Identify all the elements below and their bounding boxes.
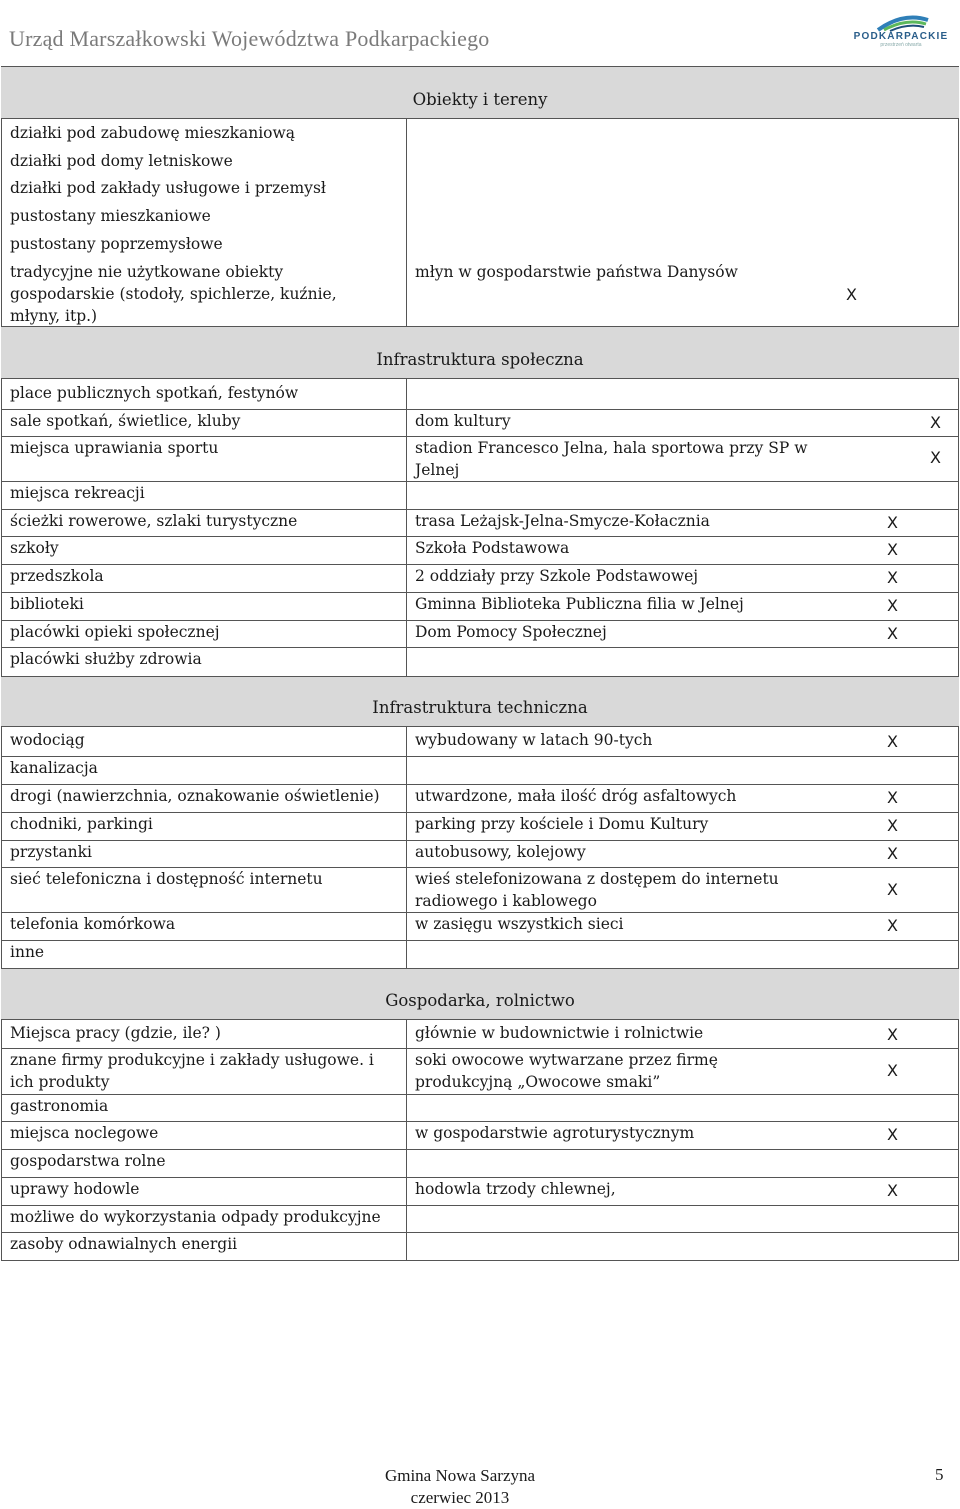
social-label: ścieżki rowerowe, szlaki turystyczne [10,512,298,530]
obiekty-item: pustostany poprzemysłowe [10,235,223,253]
footer-municipality: Gmina Nowa Sarzyna [384,1466,536,1485]
page-header-title: Urząd Marszałkowski Województwa Podkarpackiego [9,26,490,51]
obiekty-item: działki pod zakłady usługowe i przemysł [10,179,326,197]
column-divider [406,1019,407,1260]
mark-x: X [887,596,898,615]
economy-label: Miejsca pracy (gdzie, ile? ) [10,1024,221,1042]
mark-x: X [887,788,898,807]
page-number: 5 [935,1465,944,1484]
mark-x: X [887,1125,898,1144]
tech-label: telefonia komórkowa [10,915,176,933]
obiekty-item: tradycyjne nie użytkowane obiekty gospodarskie (stodoły, spichlerze, kuźnie, młyny, itp.) [10,263,337,325]
tech-label: wodociąg [10,731,85,749]
social-label: przedszkola [10,567,104,585]
tech-label: przystanki [10,843,93,861]
tech-value: autobusowy, kolejowy [415,843,586,861]
social-label: miejsca uprawiania sportu [10,439,219,457]
footer-date: czerwiec 2013 [410,1488,510,1507]
social-value: stadion Francesco Jelna, hala sportowa przy SP w Jelnej [415,439,808,479]
tech-value: w zasięgu wszystkich sieci [415,915,624,933]
social-value: 2 oddziały przy Szkole Podstawowej [415,567,699,585]
mark-x: X [930,413,941,432]
mark-x: X [887,1061,898,1080]
podkarpackie-logo [848,10,954,52]
tech-value: utwardzone, mała ilość dróg asfaltowych [415,787,737,805]
tech-label: sieć telefoniczna i dostępność internetu [10,870,323,888]
obiekty-item: pustostany mieszkaniowe [10,207,211,225]
mark-x: X [887,540,898,559]
column-divider [406,118,407,326]
economy-label: zasoby odnawialnych energii [10,1235,238,1253]
mark-x: X [887,1025,898,1044]
tech-label: kanalizacja [10,759,98,777]
economy-label: możliwe do wykorzystania odpady produkcyjne [10,1208,381,1226]
economy-label: uprawy hodowle [10,1180,140,1198]
social-label: place publicznych spotkań, festynów [10,384,299,402]
social-label: placówki opieki społecznej [10,623,220,641]
tech-label: drogi (nawierzchnia, oznakowanie oświetlenie) [10,787,380,805]
economy-value: głównie w budownictwie i rolnictwie [415,1024,704,1042]
economy-label: gospodarstwa rolne [10,1152,166,1170]
logo-swoosh-icon [848,10,954,32]
social-label: miejsca rekreacji [10,484,145,502]
tech-value: wybudowany w latach 90-tych [415,731,653,749]
section-title: Gospodarka, rolnictwo [385,991,575,1010]
economy-value: w gospodarstwie agroturystycznym [415,1124,695,1142]
section-title: Infrastruktura społeczna [376,350,584,369]
social-label: placówki służby zdrowia [10,650,202,668]
section-title: Obiekty i tereny [412,90,548,109]
mark-x: X [887,844,898,863]
obiekty-value: młyn w gospodarstwie państwa Danysów [415,263,738,281]
column-divider [406,726,407,968]
economy-value: hodowla trzody chlewnej, [415,1180,616,1198]
social-label: biblioteki [10,595,84,613]
social-value: dom kultury [415,412,511,430]
mark-x: X [930,448,941,467]
mark-x: X [887,1181,898,1200]
mark-x: X [887,816,898,835]
mark-x: X [887,732,898,751]
column-divider [406,378,407,676]
footer [340,1465,580,1509]
section-header [1,968,959,1020]
mark-x: X [887,568,898,587]
logo-text: PODKARPACKIE [853,31,949,42]
tech-value: parking przy kościele i Domu Kultury [415,815,709,833]
social-value: trasa Leżajsk-Jelna-Smycze-Kołacznia [415,512,710,530]
social-value: Gminna Biblioteka Publiczna filia w Jelnej [415,595,744,613]
mark-x: X [887,880,898,899]
tech-value: wieś stelefonizowana z dostępem do internetu radiowego i kablowego [415,870,779,910]
obiekty-item: działki pod domy letniskowe [10,152,233,170]
mark-x: X [887,624,898,643]
obiekty-item: działki pod zabudowę mieszkaniową [10,124,295,142]
mark-x: X [887,916,898,935]
social-value: Szkoła Podstawowa [415,539,570,557]
section-header [1,66,959,119]
social-label: szkoły [10,539,59,557]
section-title: Infrastruktura techniczna [372,698,588,717]
section-header [1,326,959,379]
economy-label: miejsca noclegowe [10,1124,159,1142]
mark-x: X [846,285,857,304]
social-value: Dom Pomocy Społecznej [415,623,607,641]
economy-value: soki owocowe wytwarzane przez firmę produkcyjną „Owocowe smaki” [415,1051,718,1091]
economy-label: gastronomia [10,1097,109,1115]
social-label: sale spotkań, świetlice, kluby [10,412,241,430]
tech-label: chodniki, parkingi [10,815,153,833]
tech-label: inne [10,943,45,961]
section-header [1,676,959,727]
mark-x: X [887,513,898,532]
economy-label: znane firmy produkcyjne i zakłady usługowe. i ich produkty [10,1051,374,1091]
logo-subtext: przestrzeń otwarta [880,42,922,48]
